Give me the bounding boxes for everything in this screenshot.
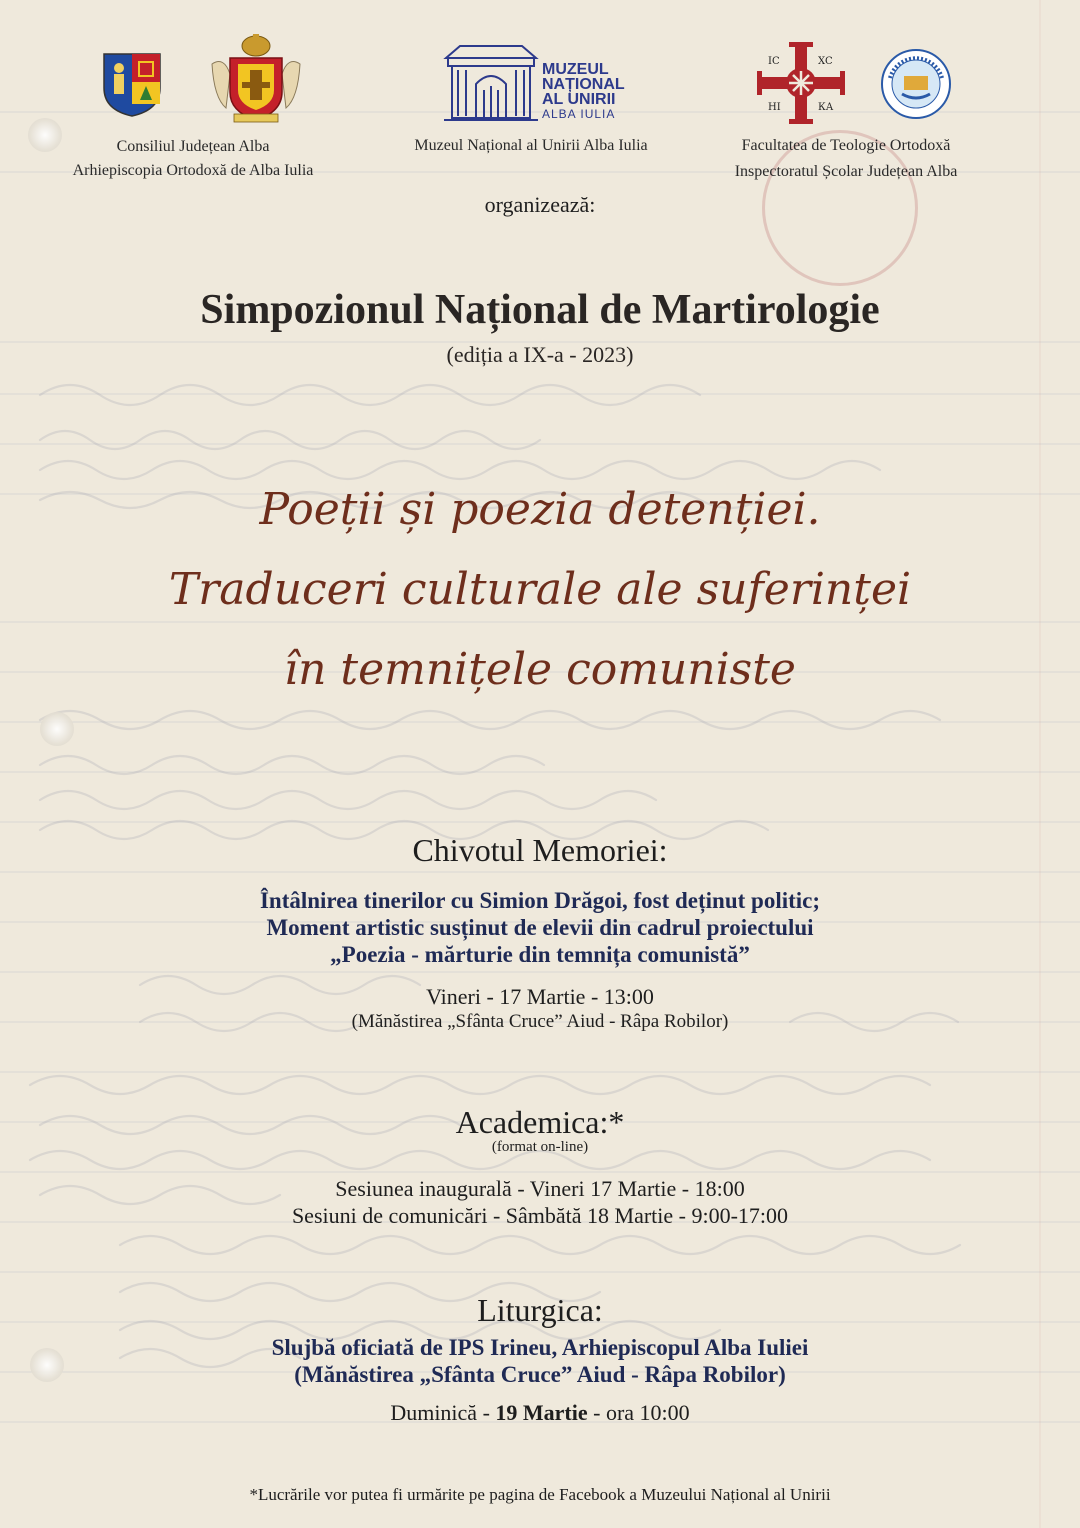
cross-letter-label: XC [818,56,833,67]
left-organizers-caption [40,138,346,180]
academica-session-inaugural: Sesiunea inaugurală - Vineri 17 Martie - 18:00 [335,1176,745,1201]
school-inspectorate-label: Inspectoratul Școlar Județean Alba [734,163,958,180]
theology-faculty-label: Facultatea de Teologie Ortodoxă [741,137,951,154]
chivotul-heading: Chivotul Memoriei: [412,832,668,868]
liturgica-heading: Liturgica: [477,1292,603,1328]
faculty-cross-icon [756,40,846,126]
museum-caption: Muzeul Național al Unirii Alba Iulia [414,137,648,154]
right-organizers-caption [706,137,986,181]
chivotul-line: Moment artistic susținut de elevii din cadrul proiectului [266,915,814,940]
theme-line-1: Poeții și poezia detenției. [259,484,821,535]
archdiocese-coat-of-arms-icon [204,34,308,126]
museum-logo-wordmark [542,62,625,122]
museum-building-icon [442,40,540,124]
cross-letter-label: КА [818,102,834,113]
museum-logo-line: AL UNIRII [542,91,616,108]
theme-line-2: Traduceri culturale ale suferinței [168,564,912,615]
liturgica-datetime [0,1400,1080,1426]
cross-letter-label: IC [768,56,780,67]
theme-line-3: în temnițele comuniste [284,644,796,695]
liturgica-time: - ora 10:00 [587,1400,690,1425]
chivotul-line: „Poezia - mărturie din temnița comunistă” [330,942,750,967]
county-council-label: Consiliul Județean Alba [116,138,270,155]
chivotul-datetime: Vineri - 17 Martie - 13:00 [426,984,654,1009]
liturgica-date: 19 Martie [495,1400,588,1425]
facebook-footnote: *Lucrările vor putea fi urmărite pe pagina de Facebook a Muzeului Național al Unirii [249,1485,831,1504]
alba-county-coat-of-arms-icon [102,52,162,118]
liturgica-line: Slujbă oficiată de IPS Irineu, Arhiepiscopul Alba Iuliei [271,1335,809,1360]
academica-session-papers: Sesiuni de comunicări - Sâmbătă 18 Martie - 9:00-17:00 [291,1203,789,1228]
organizes-label: organizează: [484,192,596,217]
academica-heading: Academica:* [455,1104,625,1140]
punch-hole-decoration [40,712,74,746]
chivotul-line: Întâlnirea tinerilor cu Simion Drăgoi, fost deținut politic; [259,888,821,913]
chivotul-place: (Mănăstirea „Sfânta Cruce” Aiud - Râpa Robilor) [351,1011,729,1032]
archdiocese-label: Arhiepiscopia Ortodoxă de Alba Iulia [72,162,314,179]
chivotul-description [0,887,1080,968]
academica-format: (format on-line) [491,1139,589,1155]
museum-logo-line: NAȚIONAL [542,76,625,93]
page-title: Simpozionul Național de Martirologie [200,287,880,333]
museum-logo-line: MUZEUL [542,61,609,78]
liturgica-line: (Mănăstirea „Sfânta Cruce” Aiud - Râpa Robilor) [294,1362,786,1387]
edition-subtitle: (ediția a IX-a - 2023) [446,342,634,367]
school-inspectorate-logo-icon [880,48,952,120]
liturgica-description [0,1334,1080,1388]
liturgica-day: Duminică - [390,1400,496,1425]
museum-logo-line: ALBA IULIA [542,107,616,121]
cross-letter-label: НІ [768,102,781,113]
